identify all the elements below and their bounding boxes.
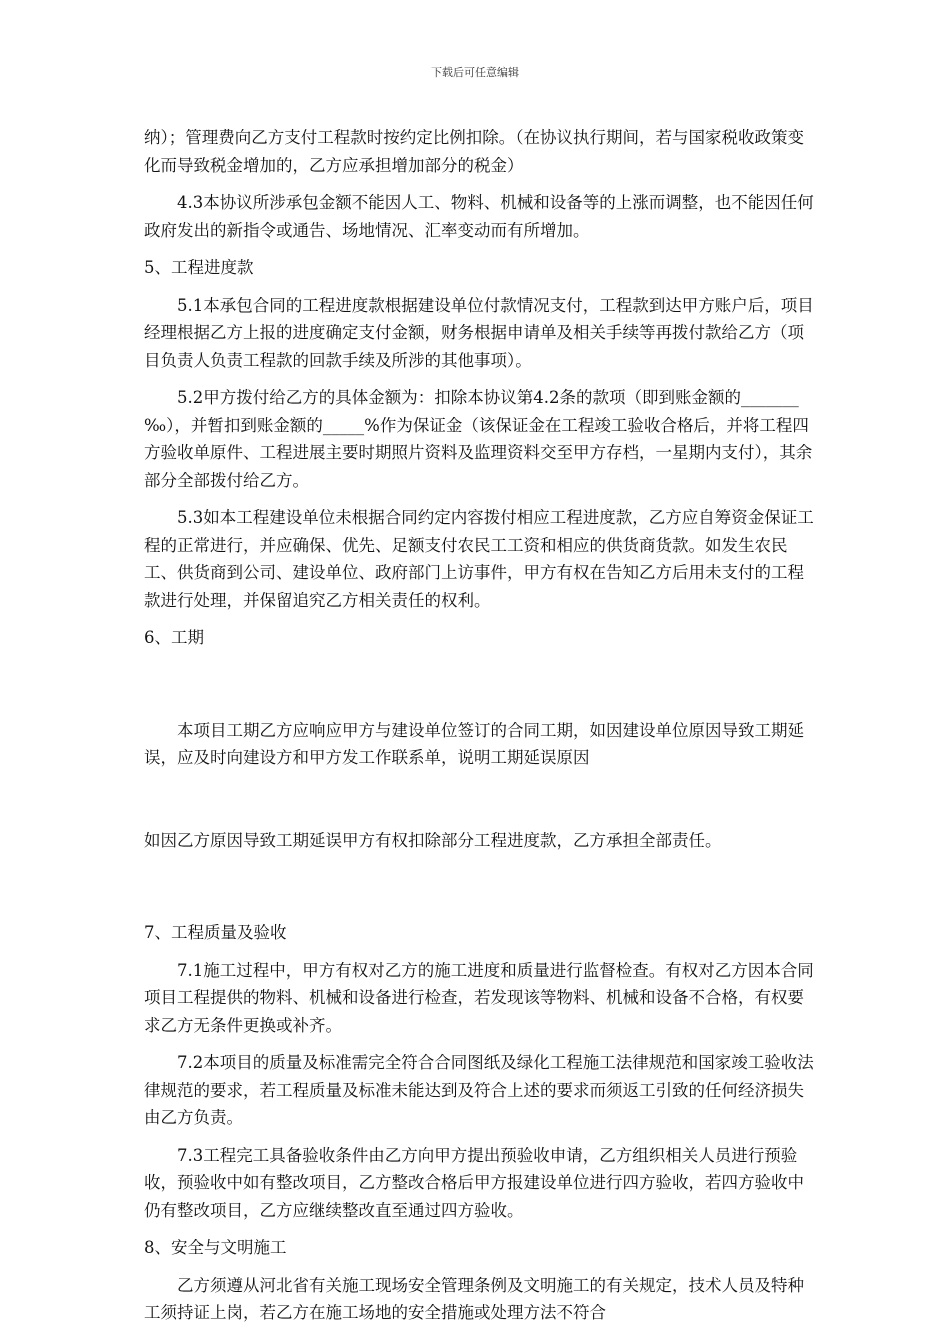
document-body: [144, 124, 818, 1337]
paragraph-6-line-b: 如因乙方原因导致工期延误甲方有权扣除部分工程进度款，乙方承担全部责任。: [144, 830, 722, 850]
paragraph-5-1: 5.1本承包合同的工程进度款根据建设单位付款情况支付，工程款到达甲方账户后，项目经理根据乙方上报的进度确定支付金额，财务根据申请单及相关手续等再拨付款给乙方（项目负责人负责工程款的回款手续及所涉的其他事项）。: [144, 295, 814, 370]
paragraph-8: 乙方须遵从河北省有关施工现场安全管理条例及文明施工的有关规定，技术人员及特种工须持证上岗，若乙方在施工场地的安全措施或处理方法不符合: [144, 1275, 804, 1322]
page-header-note: 下载后可任意编辑: [431, 66, 519, 79]
section-heading-6: 6、工期: [144, 628, 204, 647]
paragraph-5-3: 5.3如本工程建设单位未根据合同约定内容拨付相应工程进度款，乙方应自筹资金保证工程的正常进行，并应确保、优先、足额支付农民工工资和相应的供货商货款。如发生农民工、供货商到公司、建设单位、政府部门上访事件，甲方有权在告知乙方后用未支付的工程款进行处理，并保留追究乙方相关责任的权利。: [144, 508, 814, 610]
section-heading-8: 8、安全与文明施工: [144, 1238, 287, 1257]
paragraph-7-3: 7.3工程完工具备验收条件由乙方向甲方提出预验收申请，乙方组织相关人员进行预验收，预验收中如有整改项目，乙方整改合格后甲方报建设单位进行四方验收，若四方验收中仍有整改项目，乙方应继续整改直至通过四方验收。: [144, 1145, 804, 1220]
paragraph-7-2: 7.2本项目的质量及标准需完全符合合同图纸及绿化工程施工法律规范和国家竣工验收法律规范的要求，若工程质量及标准未能达到及符合上述的要求而须返工引致的任何经济损失由乙方负责。: [144, 1053, 814, 1127]
paragraph-tax-note: 纳）；管理费向乙方支付工程款时按约定比例扣除。（在协议执行期间，若与国家税收政策变化而导致税金增加的，乙方应承担增加部分的税金）: [144, 128, 804, 175]
section-heading-7: 7、工程质量及验收: [144, 923, 287, 942]
paragraph-6: [144, 662, 818, 910]
paragraph-7-1: 7.1施工过程中，甲方有权对乙方的施工进度和质量进行监督检查。有权对乙方因本合同项目工程提供的物料、机械和设备进行检查，若发现该等物料、机械和设备不合格，有权要求乙方无条件更换或补齐。: [144, 960, 814, 1035]
paragraph-4-3: 4.3本协议所涉承包金额不能因人工、物料、机械和设备等的上涨而调整，也不能因任何政府发出的新指令或通告、场地情况、汇率变动而有所增加。: [144, 193, 814, 240]
section-heading-5: 5、工程进度款: [144, 258, 254, 277]
paragraph-5-2: 5.2甲方拨付给乙方的具体金额为：扣除本协议第4.2条的款项（即到账金额的_______ ‰），并暂扣到账金额的_____%作为保证金（该保证金在工程竣工验收合格后，并将工程四方验收单原件、工程进展主要时期照片资料及监理资料交至甲方存档，一星期内支付），其余部分全部拨付给乙方。: [144, 388, 813, 490]
paragraph-6-line-a: 本项目工期乙方应响应甲方与建设单位签订的合同工期，如因建设单位原因导致工期延误，应及时向建设方和甲方发工作联系单，说明工期延误原因: [144, 720, 804, 767]
